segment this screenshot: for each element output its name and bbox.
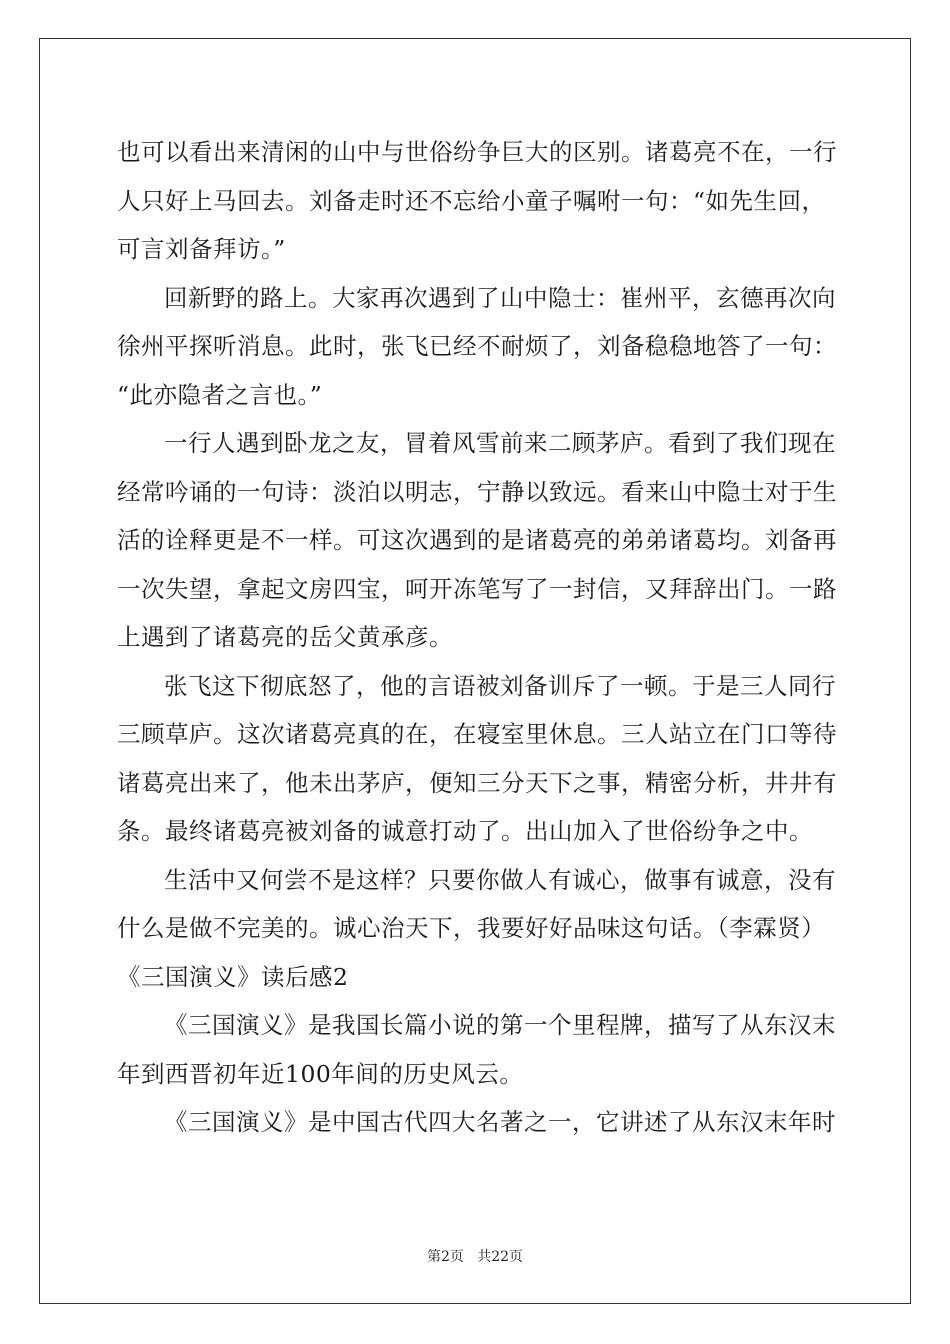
paragraph-start: 《三国演义》是中国古代四大名著之一，它讲述了从东汉末年时 <box>164 1108 836 1136</box>
paragraph-start: 回新野的路上。大家再次遇到了山中隐士：崔州平，玄德再次向 <box>164 283 836 312</box>
paragraph-start: 一行人遇到卧龙之友，冒着风雪前来二顾茅庐。看到了我们现在 <box>164 429 836 457</box>
text-line: “此亦隐者之言也。” <box>117 380 323 409</box>
text-line: 条。最终诸葛亮被刘备的诚意打动了。出山加入了世俗纷争之中。 <box>117 817 813 845</box>
text-line: 也可以看出来清闲的山中与世俗纷争巨大的区别。诸葛亮不在，一行 <box>117 138 837 166</box>
text-line: 三顾草庐。这次诸葛亮真的在，在寝室里休息。三人站立在门口等待 <box>117 720 837 748</box>
text-line: 人只好上马回去。刘备走时还不忘给小童子嘱咐一句：“如先生回， <box>117 186 826 215</box>
text-line: 上遇到了诸葛亮的岳父黄承彦。 <box>117 623 453 651</box>
text-line: 活的诠释更是不一样。可这次遇到的是诸葛亮的弟弟诸葛均。刘备再 <box>117 526 837 554</box>
text-line: 经常吟诵的一句诗：淡泊以明志，宁静以致远。看来山中隐士对于生 <box>117 477 837 506</box>
text-line: 什么是做不完美的。诚心治天下，我要好好品味这句话。（李霖贤） <box>117 914 826 942</box>
paragraph-start: 张飞这下彻底怒了，他的言语被刘备训斥了一顿。于是三人同行 <box>164 671 836 700</box>
page-footer: 第2页 共22页 <box>426 1249 524 1265</box>
document-body <box>117 128 837 1147</box>
text-line: 年到西晋初年近100年间的历史风云。 <box>117 1059 524 1088</box>
text-line: 一次失望，拿起文房四宝，呵开冻笔写了一封信，又拜辞出门。一路 <box>117 574 837 603</box>
section-heading: 《三国演义》读后感2 <box>117 962 349 991</box>
text-line: 徐州平探听消息。此时，张飞已经不耐烦了，刘备稳稳地答了一句： <box>117 332 837 360</box>
text-line: 可言刘备拜访。” <box>117 235 286 263</box>
text-line: 诸葛亮出来了，他未出茅庐，便知三分天下之事，精密分析，井井有 <box>117 768 837 797</box>
paragraph-start: 生活中又何尝不是这样？只要你做人有诚心，做事有诚意，没有 <box>164 865 836 894</box>
paragraph-start: 《三国演义》是我国长篇小说的第一个里程牌，描写了从东汉末 <box>164 1011 836 1039</box>
